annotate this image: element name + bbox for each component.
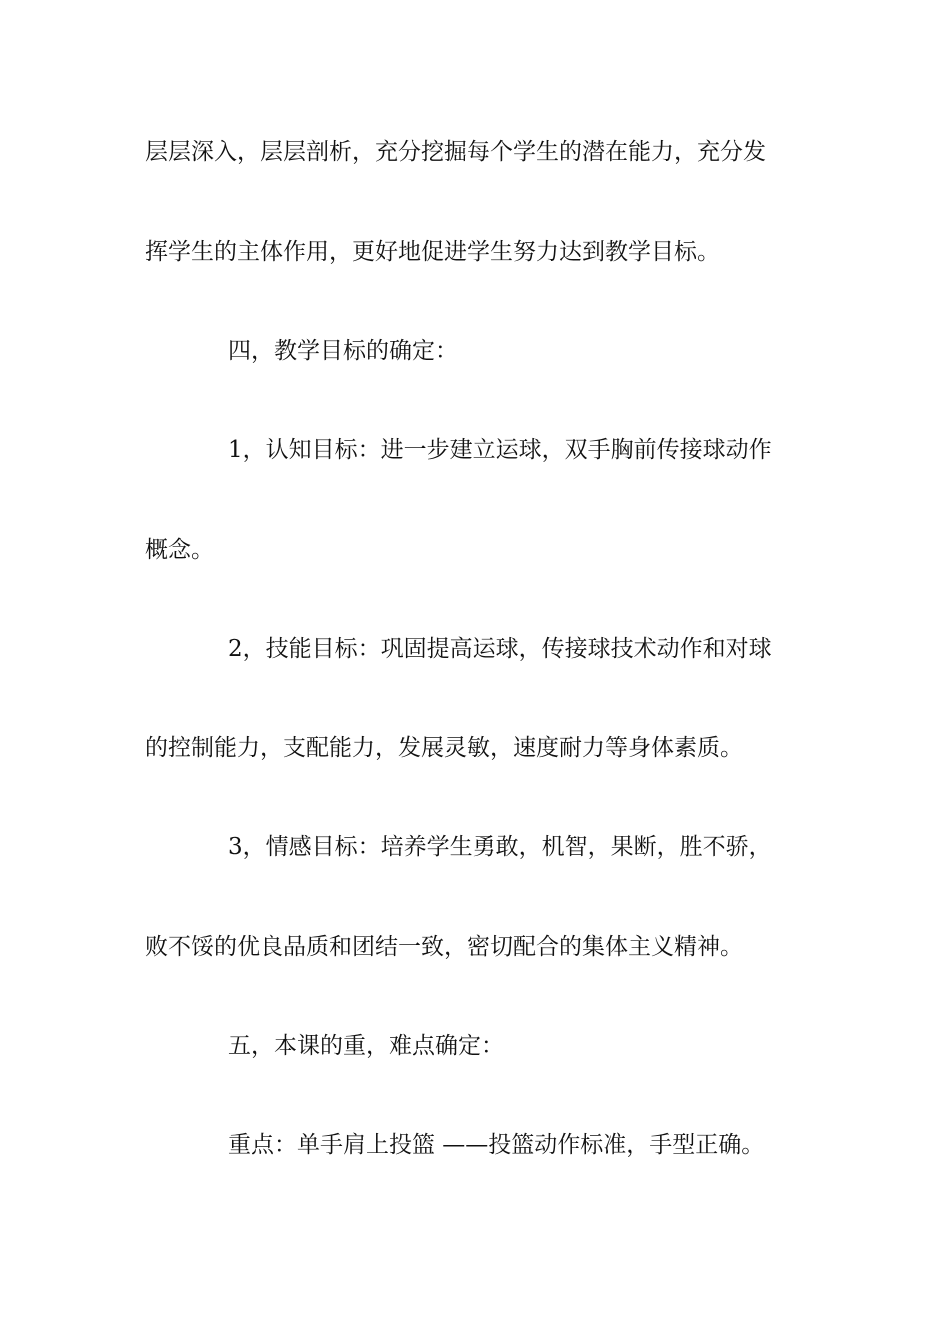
objective-2-line-2: 的控制能力，支配能力，发展灵敏，速度耐力等身体素质。 bbox=[145, 735, 743, 761]
objective-2-line-1: 2，技能目标：巩固提高运球，传接球技术动作和对球 bbox=[228, 636, 772, 662]
paragraph-line-1: 层层深入，层层剖析，充分挖掘每个学生的潜在能力，充分发 bbox=[145, 139, 766, 165]
objective-1-line-2: 概念。 bbox=[145, 537, 214, 563]
section-heading-4: 四，教学目标的确定： bbox=[228, 338, 458, 364]
section-heading-5: 五，本课的重，难点确定： bbox=[228, 1033, 504, 1059]
objective-3-line-1: 3，情感目标：培养学生勇敢，机智，果断，胜不骄， bbox=[228, 834, 772, 860]
paragraph-line-2: 挥学生的主体作用，更好地促进学生努力达到教学目标。 bbox=[145, 239, 720, 265]
objective-3-line-2: 败不馁的优良品质和团结一致，密切配合的集体主义精神。 bbox=[145, 934, 743, 960]
objective-1-line-1: 1，认知目标：进一步建立运球，双手胸前传接球动作 bbox=[228, 437, 772, 463]
key-point-line: 重点：单手肩上投篮 ——投篮动作标准，手型正确。 bbox=[228, 1132, 765, 1158]
